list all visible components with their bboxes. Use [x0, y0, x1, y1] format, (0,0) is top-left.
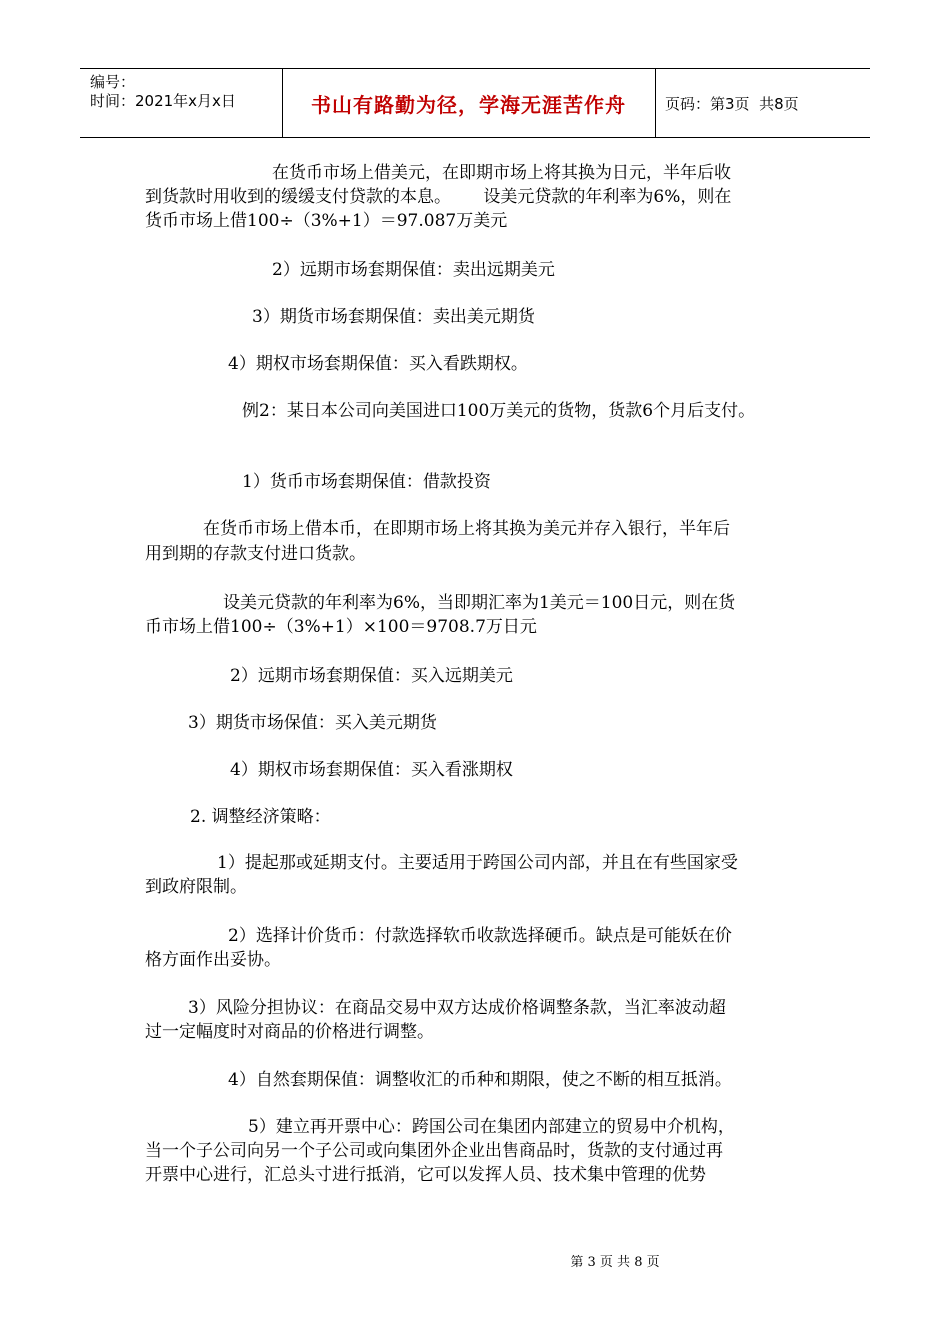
header-meta — [80, 69, 282, 137]
number-label: 编号： — [90, 73, 136, 91]
body-line: 5）建立再开票中心：跨国公司在集团内部建立的贸易中介机构， — [248, 1117, 735, 1137]
time-label: 时间：2021年x月x日 — [90, 92, 236, 110]
page-label: 页码：第3页 共8页 — [665, 94, 799, 113]
body-line: 到货款时用收到的缓缓支付贷款的本息。 设美元贷款的年利率为6%，则在 — [145, 187, 732, 207]
body-line: 1）提起那或延期支付。主要适用于跨国公司内部，并且在有些国家受 — [217, 853, 738, 873]
section-heading: 2. 调整经济策略： — [190, 807, 331, 827]
body-line: 在货币市场上借本币，在即期市场上将其换为美元并存入银行，半年后 — [203, 519, 730, 539]
body-line: 格方面作出妥协。 — [145, 950, 281, 970]
body-line: 设美元贷款的年利率为6%，当即期汇率为1美元＝100日元，则在货 — [223, 593, 736, 613]
body-line: 3）期货市场套期保值：卖出美元期货 — [252, 307, 535, 327]
body-line: 在货币市场上借美元，在即期市场上将其换为日元，半年后收 — [272, 163, 731, 183]
body-line: 4）自然套期保值：调整收汇的币种和期限，使之不断的相互抵消。 — [228, 1070, 732, 1090]
body-line: 过一定幅度时对商品的价格进行调整。 — [145, 1022, 434, 1042]
body-line: 货币市场上借100÷（3%+1）＝97.087万美元 — [145, 211, 508, 231]
body-line: 3）风险分担协议：在商品交易中双方达成价格调整条款，当汇率波动超 — [188, 998, 726, 1018]
body-line: 2）远期市场套期保值：卖出远期美元 — [272, 260, 555, 280]
page-footer: 第 3 页 共 8 页 — [570, 1255, 660, 1270]
body-line: 到政府限制。 — [145, 877, 247, 897]
body-line: 2）选择计价货币：付款选择软币收款选择硬币。缺点是可能妖在价 — [228, 926, 732, 946]
body-line: 3）期货市场保值：买入美元期货 — [188, 713, 437, 733]
body-line: 用到期的存款支付进口货款。 — [145, 544, 366, 564]
body-line: 4）期权市场套期保值：买入看跌期权。 — [228, 354, 528, 374]
body-line: 币市场上借100÷（3%+1）×100＝9708.7万日元 — [145, 617, 537, 637]
header-page-info — [655, 69, 870, 137]
body-line: 当一个子公司向另一个子公司或向集团外企业出售商品时，货款的支付通过再 — [145, 1141, 723, 1161]
body-line: 4）期权市场套期保值：买入看涨期权 — [230, 760, 513, 780]
body-line: 1）货币市场套期保值：借款投资 — [242, 472, 491, 492]
body-line: 开票中心进行，汇总头寸进行抵消，它可以发挥人员、技术集中管理的优势 — [145, 1165, 706, 1185]
header-motto: 书山有路勤为径，学海无涯苦作舟 — [311, 92, 626, 117]
document-header — [80, 68, 870, 138]
body-line: 例2：某日本公司向美国进口100万美元的货物，货款6个月后支付。 — [242, 401, 756, 421]
body-line: 2）远期市场套期保值：买入远期美元 — [230, 666, 513, 686]
